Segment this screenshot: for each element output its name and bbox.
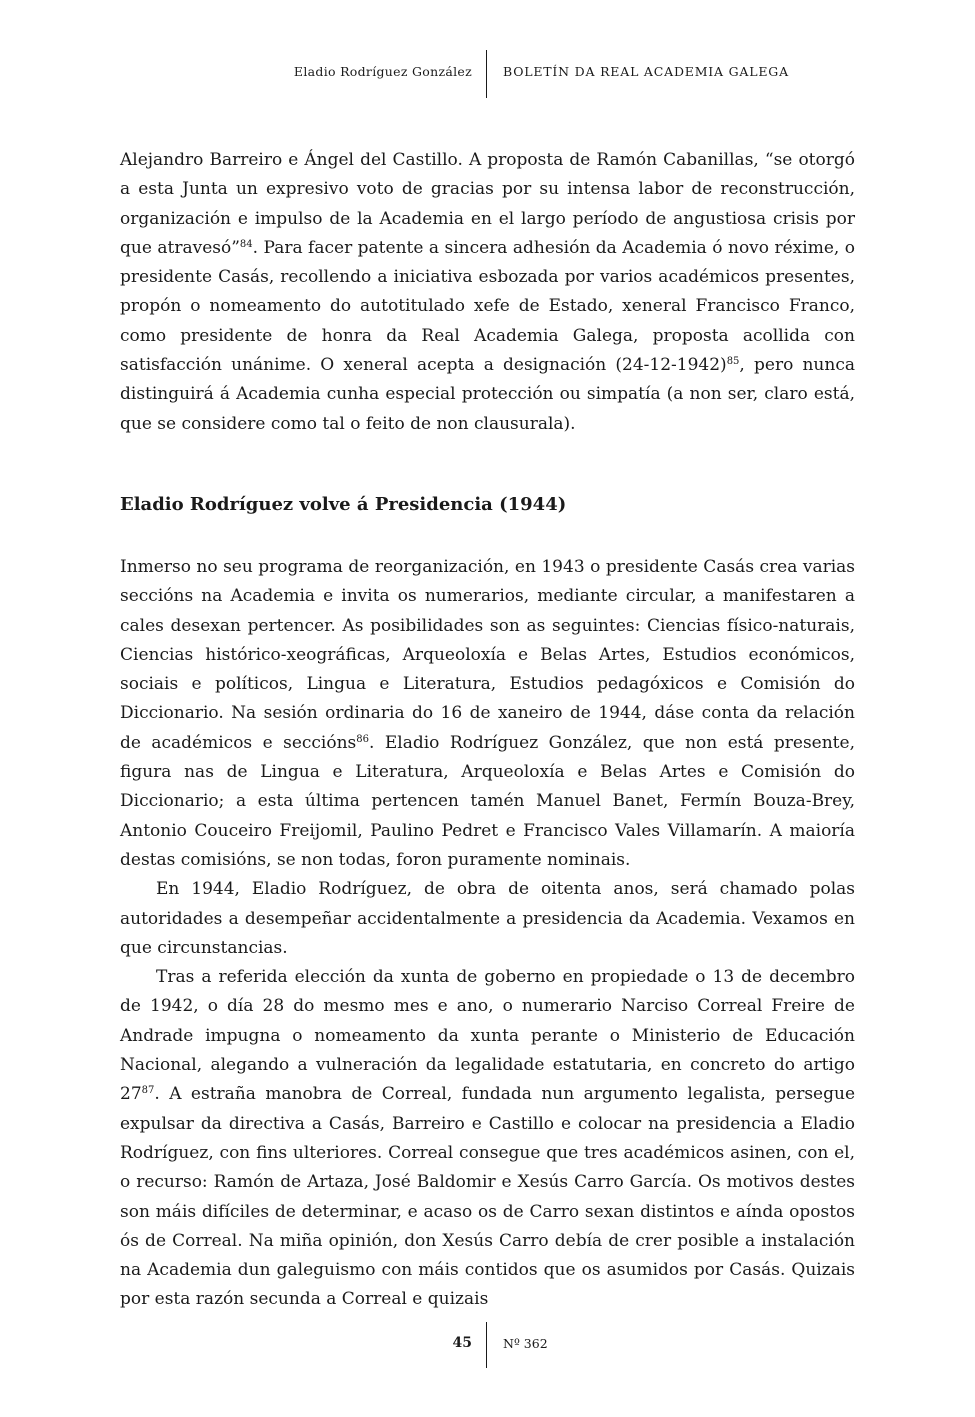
header-journal-title: BOLETÍN DA REAL ACADEMIA GALEGA — [503, 64, 789, 79]
paragraph-4-text-a: Tras a referida elección da xunta de goberno en propiedade o 13 de decembro de 1942, o día 28 do mesmo mes e ano, o numerario Narciso Correal Freire de Andrade impugna o nomeamento da xunta perante o Ministerio de Educación Nacional, alegando a vulneración da legalidade estatutaria, en concreto do artigo 27 — [120, 967, 855, 1105]
header-divider — [486, 50, 487, 98]
page-number: 45 — [452, 1335, 472, 1351]
running-header — [0, 50, 975, 100]
footnote-ref-87: 87 — [141, 1085, 155, 1097]
paragraph-1 — [120, 146, 855, 439]
paragraph-1-text-b: . Para facer patente a sincera adhesión da Academia ó novo réxime, o presidente Casás, recollendo a iniciativa esbozada por varios académicos presentes, propón o nomeamento do autotitulado xefe de Estado, xeneral Francisco Franco, como presidente de honra da Real Academia Galega, proposta acollida con satisfacción unánime. O xeneral acepta a designación (24-12-1942) — [120, 237, 855, 376]
issue-number: Nº 362 — [503, 1336, 548, 1351]
paragraph-4-text-b: . A estraña manobra de Correal, fundada nun argumento legalista, persegue expulsar da directiva a Casás, Barreiro e Castillo e colocar na presidencia a Eladio Rodríguez, con fins ulteriores. Correal consegue que tres académicos asinen, con el, o recurso: Ramón de Artaza, José Baldomir e Xesús Carro García. Os motivos destes son máis difíciles de determinar, e acaso os de Carro sexan distintos e aínda opostos ós de Correal. Na miña opinión, don Xesús Carro debía de crer posible a instalación na Academia dun galeguismo con máis contidos que os asumidos por Casás. Quizais por esta razón secunda a Correal e quizais — [120, 1084, 855, 1310]
section-body — [120, 553, 855, 1315]
paragraph-2 — [120, 553, 855, 875]
paragraph-1-text-c: , pero nunca distinguirá á Academia cunha especial protección ou simpatía (a non ser, claro está, que se considere como tal o feito de non clausurala). — [120, 355, 855, 434]
paragraph-2-text-b: . Eladio Rodríguez González, que non está presente, figura nas de Lingua e Literatura, Arqueoloxía e Belas Artes e Comisión do Diccionario; a esta última pertencen tamén Manuel Banet, Fermín Bouza-Brey, Antonio Couceiro Freijomil, Paulino Pedret e Francisco Vales Villamarín. A maioría destas comisións, se non todas, foron puramente nominais. — [120, 732, 855, 870]
footnote-ref-86: 86 — [356, 733, 370, 745]
paragraph-3: En 1944, Eladio Rodríguez, de obra de oitenta anos, será chamado polas autoridades a desempeñar accidentalmente a presidencia da Academia. Vexamos en que circunstancias. — [120, 879, 855, 958]
footnote-ref-85: 85 — [726, 356, 740, 368]
paragraph-4 — [120, 963, 855, 1315]
section-heading: Eladio Rodríguez volve á Presidencia (1944) — [120, 494, 567, 515]
footer-divider — [486, 1322, 487, 1368]
page-footer — [0, 1322, 975, 1370]
header-author: Eladio Rodríguez González — [293, 64, 472, 79]
footnote-ref-84: 84 — [239, 238, 253, 250]
paragraph-2-text-a: Inmerso no seu programa de reorganización, en 1943 o presidente Casás crea varias seccións na Academia e invita os numerarios, mediante circular, a manifestaren a cales desexan pertencer. As posibilidades son as seguintes: Ciencias físico-naturais, Ciencias histórico-xeográficas, Arqueoloxía e Belas Artes, Estudios económicos, sociais e políticos, Lingua e Literatura, Estudios pedagóxicos e Comisión do Diccionario. Na sesión ordinaria do 16 de xaneiro de 1944, dáse conta da relación de académicos e seccións — [120, 557, 855, 753]
paragraph-1-text-a: Alejandro Barreiro e Ángel del Castillo. A proposta de Ramón Cabanillas, “se otorgó a esta Junta un expresivo voto de gracias por su intensa labor de reconstrucción, organización e impulso de la Academia en el largo período de angustiosa crisis por que atravesó” — [120, 150, 855, 258]
